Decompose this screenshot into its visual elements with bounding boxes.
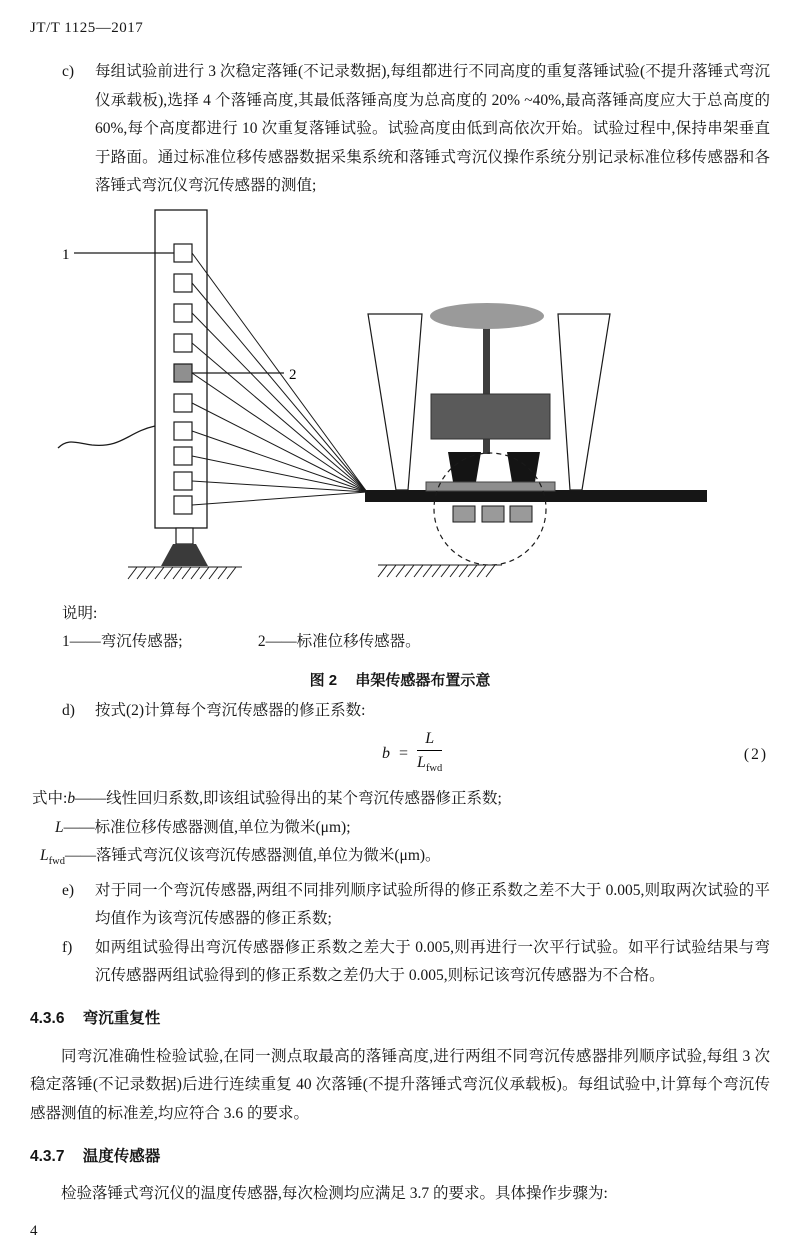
marker-2-label: 2	[289, 367, 297, 384]
equation-body	[382, 729, 442, 779]
var-b: b	[67, 790, 76, 808]
sensor-lines	[192, 253, 367, 505]
legend-item-2: 2——标准位移传感器。	[257, 633, 421, 651]
section-heading-4-3-7	[30, 1143, 770, 1171]
section-4-3-6-body: 同弯沉准确性检验试验,在同一测点取最高的落锤高度,进行两组不同弯沉传感器排列顺序试验,每组 3 次稳定落锤(不记录数据)后进行连续重复 40 次落锤(不提升落锤式弯沉仪承载板)。每组试验中,计算每个弯沉传感器测值的标准差,均应符合 3.6 的要求。	[30, 1047, 770, 1122]
figure-2	[30, 204, 770, 599]
figure-legend	[30, 628, 770, 656]
var-L: L	[55, 818, 64, 836]
where-prefix: 式中:	[32, 790, 68, 808]
fwd-right-support	[558, 314, 610, 490]
deflection-sensor	[174, 304, 192, 322]
section-number: 4.3.7	[30, 1148, 65, 1166]
section-title: 弯沉重复性	[82, 1010, 161, 1028]
list-item-c	[30, 58, 770, 200]
list-item-text: 每组试验前进行 3 次稳定落锤(不记录数据),每组都进行不同高度的重复落锤试验(不提升落锤式弯沉仪承载板),选择 4 个落锤高度,其最低落锤高度为总高度的 20% ~40%,最高落锤高度应大于总高度的 60%,每个高度都进行 10 次重复落锤试验。试验高度由低到高依次开始。试验过程中,保持串架垂直于路面。通过标准位移传感器数据采集系统和落锤式弯沉仪操作系统分别记录标准位移传感器和各落锤式弯沉仪弯沉传感器的测值;	[95, 63, 770, 195]
list-item-label: c)	[62, 63, 75, 81]
figure-caption-label: 图 2	[309, 671, 338, 689]
section-title: 温度传感器	[82, 1148, 161, 1166]
deflection-sensor	[174, 274, 192, 292]
section-4-3-7-body: 检验落锤式弯沉仪的温度传感器,每次检测均应满足 3.7 的要求。具体操作步骤为:	[61, 1185, 608, 1203]
deflection-sensor	[174, 244, 192, 262]
list-item-label: d)	[62, 702, 75, 720]
fwd-load-plate	[426, 482, 555, 491]
equals-sign: =	[399, 745, 409, 763]
fraction-denominator: $L_{fwd}$	[417, 754, 443, 775]
list-item-label: f)	[62, 938, 73, 956]
page-number: 4	[30, 1222, 38, 1239]
where-clause-b: 式中:b——线性回归系数,即该组试验得出的某个弯沉传感器修正系数;	[32, 790, 502, 808]
deflection-sensor	[174, 394, 192, 412]
fraction-numerator: L	[417, 729, 442, 751]
list-item-text: 按式(2)计算每个弯沉传感器的修正系数:	[95, 702, 366, 720]
road-beam	[365, 490, 707, 502]
where-clause-Lfwd: $L_{fwd}——$落锤式弯沉仪该弯沉传感器测值,单位为微米(μm)。	[40, 847, 441, 868]
deflection-sensor	[174, 472, 192, 490]
figure-caption-text: 串架传感器布置示意	[355, 671, 491, 689]
tower-base	[161, 544, 208, 566]
where-clause-L: L——标准位移传感器测值,单位为微米(μm);	[55, 818, 351, 836]
fwd-device	[368, 303, 610, 565]
fwd-dome	[430, 303, 544, 329]
figure-caption	[30, 667, 770, 695]
standard-number-header: JT/T 1125—2017	[30, 20, 144, 36]
deflection-sensors	[174, 244, 192, 514]
sensor-cable	[58, 426, 155, 448]
ground-hatch-right	[378, 565, 502, 577]
fwd-foot-block	[510, 506, 532, 522]
var-Lfwd: L	[40, 847, 49, 865]
fwd-weight-block	[431, 394, 550, 439]
fraction	[417, 729, 442, 779]
marker-1-label: 1	[62, 247, 70, 264]
list-item-d	[30, 697, 770, 725]
equation-lhs: b	[382, 745, 390, 763]
figure-2-diagram	[30, 204, 770, 589]
list-item-text: 如两组试验得出弯沉传感器修正系数之差大于 0.005,则再进行一次平行试验。如平行试验结果与弯沉传感器两组试验得到的修正系数之差仍大于 0.005,则标记该弯沉传感器为不合格。	[95, 938, 770, 984]
reference-displacement-sensor	[174, 364, 192, 382]
deflection-sensor	[174, 422, 192, 440]
deflection-sensor	[174, 496, 192, 514]
section-number: 4.3.6	[30, 1010, 65, 1028]
list-item-f	[30, 934, 770, 991]
figure-legend-title: 说明:	[62, 604, 98, 622]
section-heading-4-3-6	[30, 1005, 770, 1033]
fwd-left-support	[368, 314, 422, 490]
fwd-foot-block	[482, 506, 504, 522]
list-item-label: e)	[62, 881, 75, 899]
list-item-text: 对于同一个弯沉传感器,两组不同排列顺序试验所得的修正系数之差不大于 0.005,则取两次试验的平均值作为该弯沉传感器的修正系数;	[95, 881, 770, 928]
list-item-e	[30, 877, 770, 934]
fwd-foot-block	[453, 506, 475, 522]
deflection-sensor	[174, 334, 192, 352]
equation-2	[30, 727, 770, 781]
legend-item-1: 1——弯沉传感器;	[62, 633, 183, 651]
equation-number: (2)	[743, 746, 768, 764]
ground-hatch-left	[128, 567, 242, 579]
deflection-sensor	[174, 447, 192, 465]
tower-foot-block	[176, 528, 193, 544]
